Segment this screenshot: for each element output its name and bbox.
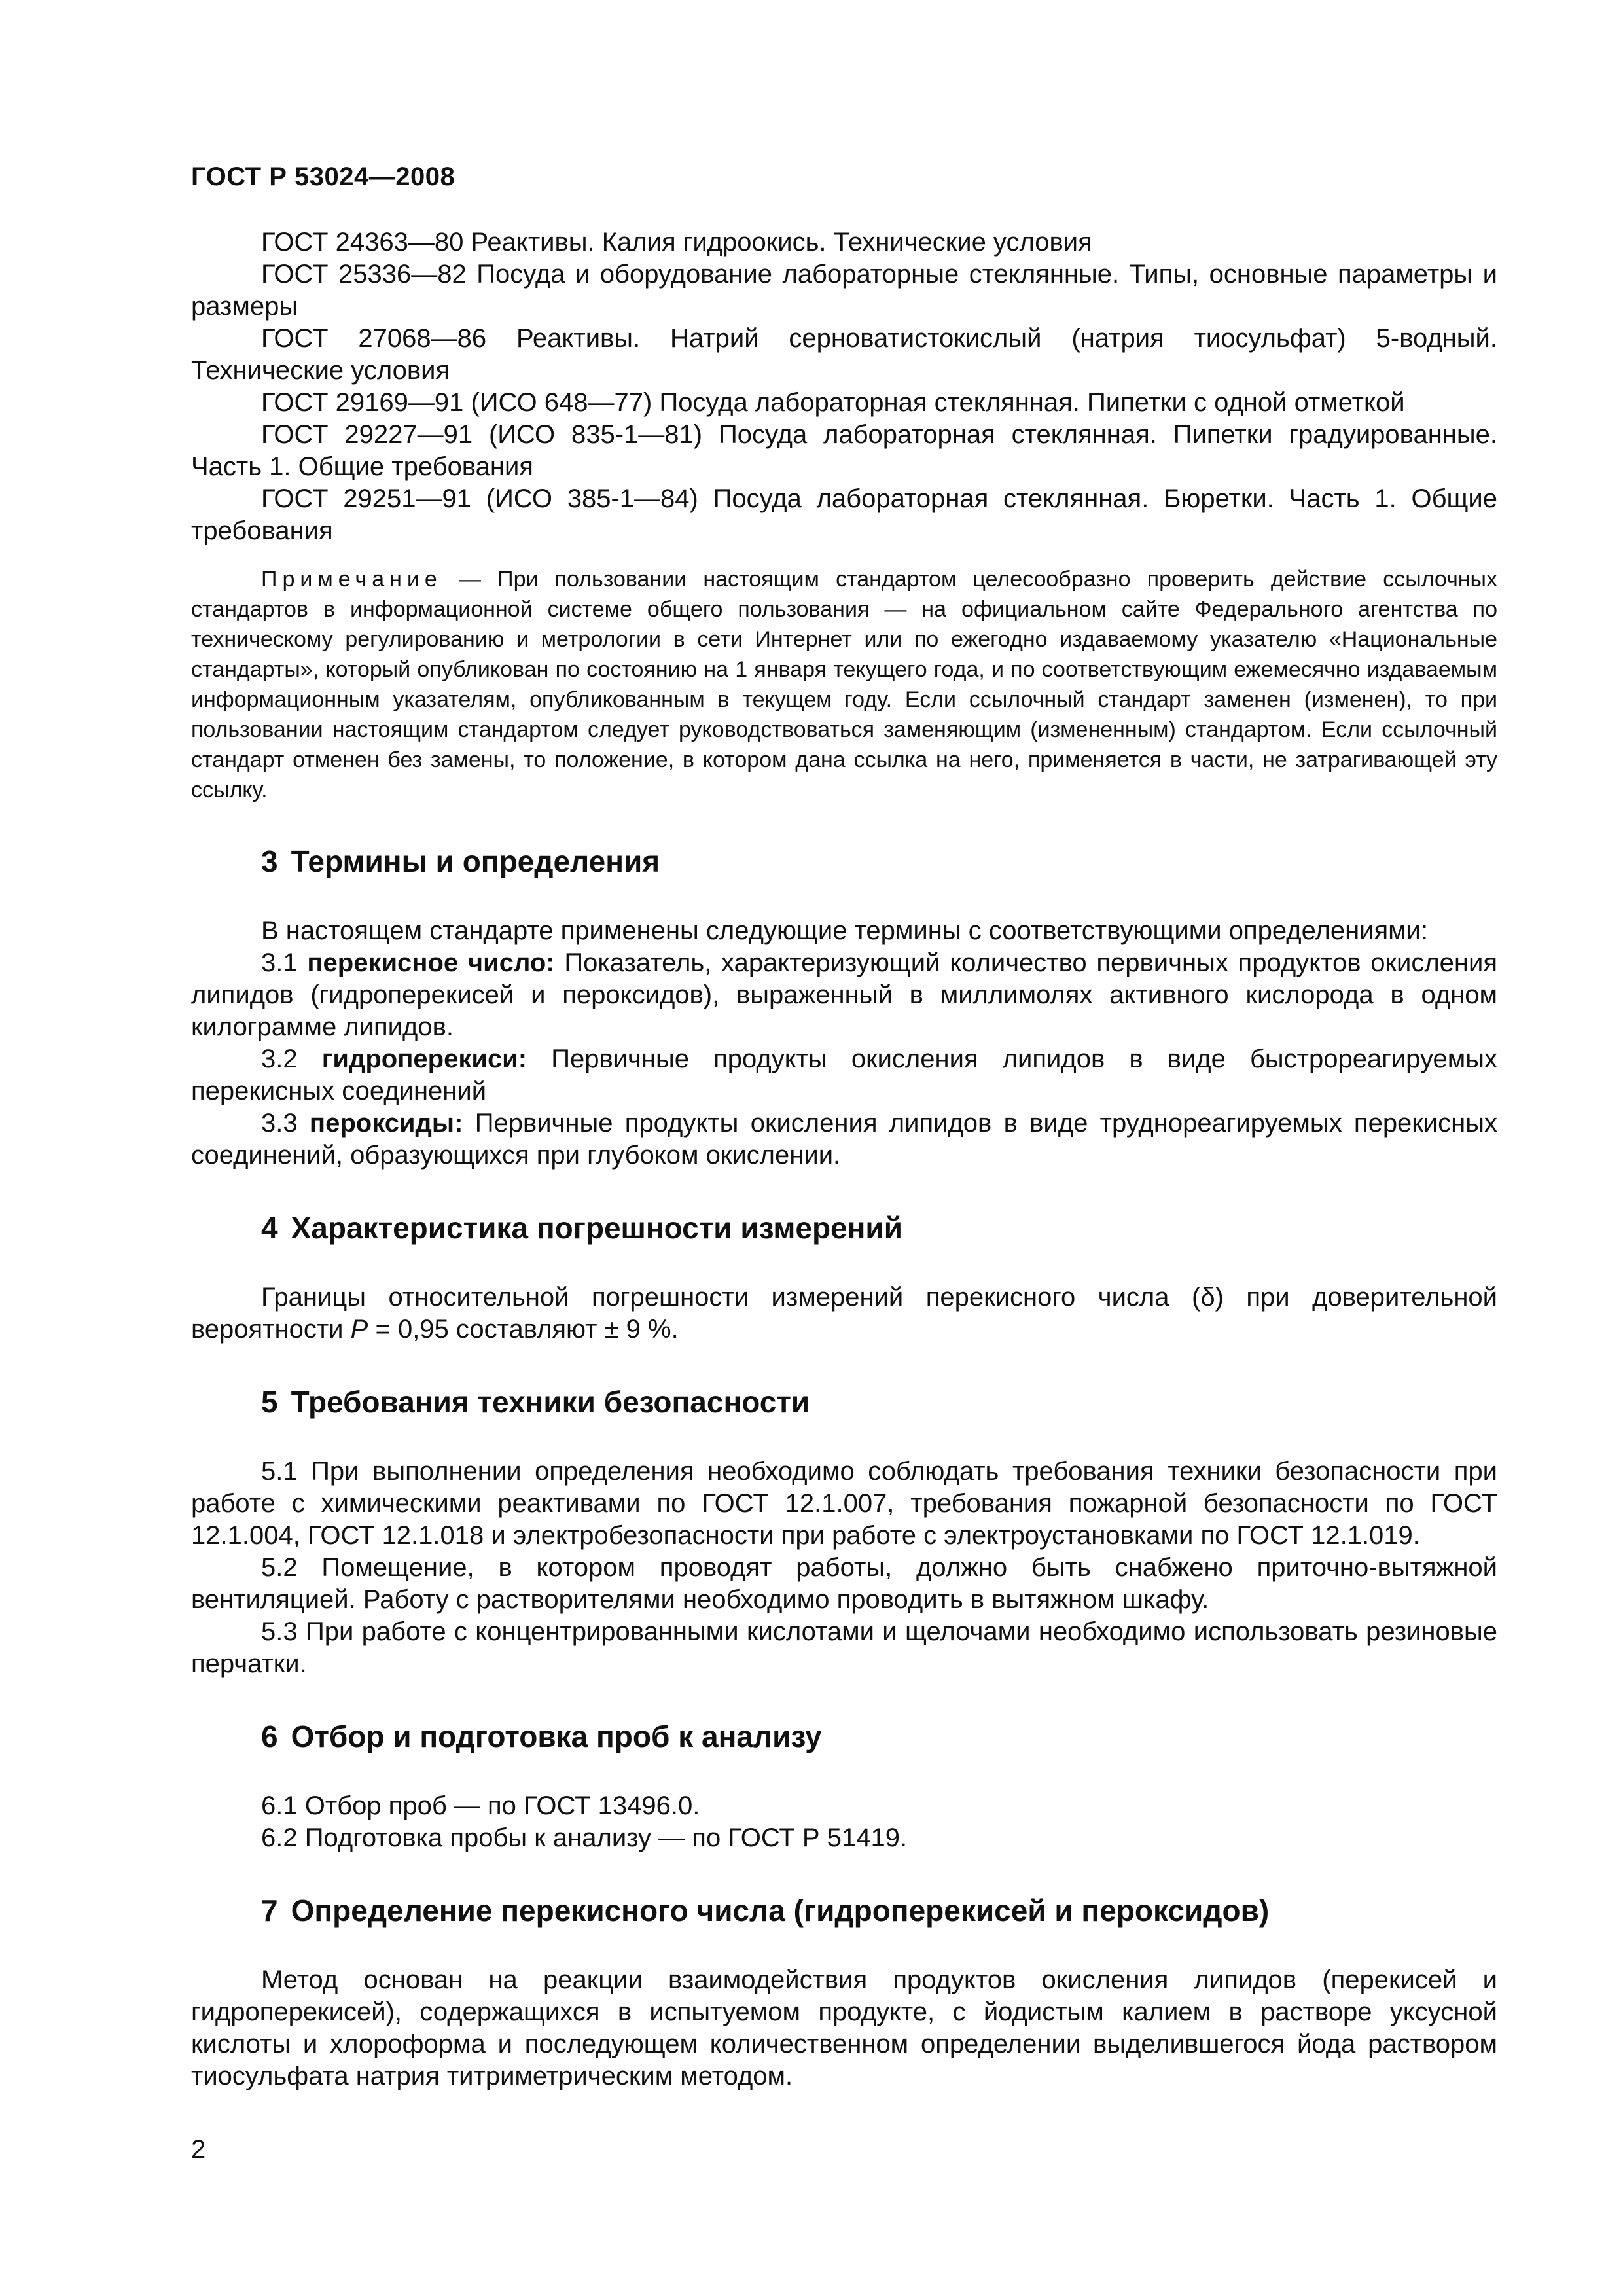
section-heading-6 (191, 1718, 1497, 1755)
reference-item: ГОСТ 29169—91 (ИСО 648—77) Посуда лабораторная стеклянная. Пипетки с одной отметкой (261, 388, 1405, 417)
reference-item: ГОСТ 29227—91 (ИСО 835-1—81) Посуда лабораторная стеклянная. Пипетки градуированные. Часть 1. Общие требования (191, 420, 1497, 481)
document-body (191, 226, 1497, 2092)
term: перекисное число: (307, 948, 555, 977)
term: пероксиды: (309, 1109, 463, 1138)
reference-item: ГОСТ 24363—80 Реактивы. Калия гидроокись. Технические условия (261, 228, 1092, 257)
section-title: Термины и определения (291, 844, 660, 878)
section-number: 5 (261, 1385, 278, 1419)
reference-item: ГОСТ 29251—91 (ИСО 385-1—84) Посуда лабораторная стеклянная. Бюретки. Часть 1. Общие требования (191, 484, 1497, 545)
probability-symbol: P (350, 1315, 368, 1344)
section-heading-7 (191, 1892, 1497, 1929)
term-definition (191, 1107, 1497, 1172)
safety-paragraph: 5.3 При работе с концентрированными кислотами и щелочами необходимо использовать резиновые перчатки. (191, 1617, 1497, 1678)
reference-item: ГОСТ 25336—82 Посуда и оборудование лабораторные стеклянные. Типы, основные параметры и размеры (191, 260, 1497, 321)
clause-number: 3.1 (261, 948, 298, 977)
note-label: Примечание (261, 567, 442, 592)
safety-paragraph: 5.2 Помещение, в котором проводят работы, должно быть снабжено приточно-вытяжной вентиляцией. Работу с растворителями необходимо проводить в вытяжном шкафу. (191, 1553, 1497, 1614)
accuracy-value: = 0,95 составляют ± 9 %. (375, 1315, 679, 1344)
sampling-paragraph: 6.2 Подготовка пробы к анализу — по ГОСТ Р 51419. (261, 1823, 908, 1852)
section-number: 3 (261, 844, 278, 878)
page-number: 2 (191, 2135, 206, 2164)
section-title: Определение перекисного числа (гидроперекисей и пероксидов) (291, 1893, 1270, 1928)
section-intro: В настоящем стандарте применены следующие термины с соответствующими определениями: (261, 916, 1429, 945)
reference-item: ГОСТ 27068—86 Реактивы. Натрий серноватистокислый (натрия тиосульфат) 5-водный. Технические условия (191, 324, 1497, 385)
section-number: 7 (261, 1893, 278, 1928)
section-title: Отбор и подготовка проб к анализу (291, 1719, 822, 1753)
clause-number: 3.2 (261, 1045, 298, 1073)
note-text: — При пользовании настоящим стандартом целесообразно проверить действие ссылочных стандартов в информационной системе общего пользования — на официальном сайте Федерального агентства по техническому регулированию и метрологии в сети Интернет или по ежегодно издаваемому указателю «Национальные стандарты», который опубликован по состоянию на 1 января текущего года, и по соответствующим ежемесячно издаваемым информационным указателям, опубликованным в текущем году. Если ссылочный стандарт заменен (изменен), то при пользовании настоящим стандартом следует руководствоваться заменяющим (измененным) стандартом. Если ссылочный стандарт отменен без замены, то положение, в котором дана ссылка на него, применяется в части, не затрагивающей эту ссылку. (191, 567, 1497, 802)
clause-number: 3.3 (261, 1109, 298, 1138)
term: гидроперекиси: (321, 1045, 527, 1073)
document-header: ГОСТ Р 53024—2008 (191, 162, 455, 191)
definition: Первичные продукты окисления липидов в виде труднореагируемых перекисных соединений, образующихся при глубоком окислении. (191, 1109, 1497, 1170)
note-paragraph (191, 564, 1497, 805)
method-paragraph: Метод основан на реакции взаимодействия продуктов окисления липидов (перекисей и гидроперекисей), содержащихся в испытуемом продукте, с йодистым калием в растворе уксусной кислоты и хлороформа и последующем количественном определении выделившегося йода раствором тиосульфата натрия титриметрическим методом. (191, 1965, 1497, 2090)
safety-paragraph: 5.1 При выполнении определения необходимо соблюдать требования техники безопасности при работе с химическими реактивами по ГОСТ 12.1.007, требования пожарной безопасности по ГОСТ 12.1.004, ГОСТ 12.1.018 и электробезопасности при работе с электроустановками по ГОСТ 12.1.019. (191, 1457, 1497, 1550)
accuracy-paragraph (191, 1282, 1497, 1346)
accuracy-text: Границы относительной погрешности измерений перекисного числа (δ) при доверительной вероятности (191, 1283, 1497, 1344)
section-title: Требования техники безопасности (291, 1385, 810, 1419)
sampling-paragraph: 6.1 Отбор проб — по ГОСТ 13496.0. (261, 1791, 700, 1820)
section-heading-4 (191, 1210, 1497, 1246)
term-definition (191, 947, 1497, 1043)
term-definition (191, 1043, 1497, 1107)
section-number: 6 (261, 1719, 278, 1753)
section-heading-5 (191, 1384, 1497, 1420)
section-number: 4 (261, 1211, 278, 1245)
definition: Первичные продукты окисления липидов в виде быстрореагируемых перекисных соединений (191, 1045, 1497, 1105)
section-heading-3 (191, 843, 1497, 880)
definition: Показатель, характеризующий количество первичных продуктов окисления липидов (гидроперекисей и пероксидов), выраженный в миллимолях активного кислорода в одном килограмме липидов. (191, 948, 1497, 1041)
section-title: Характеристика погрешности измерений (291, 1211, 902, 1245)
